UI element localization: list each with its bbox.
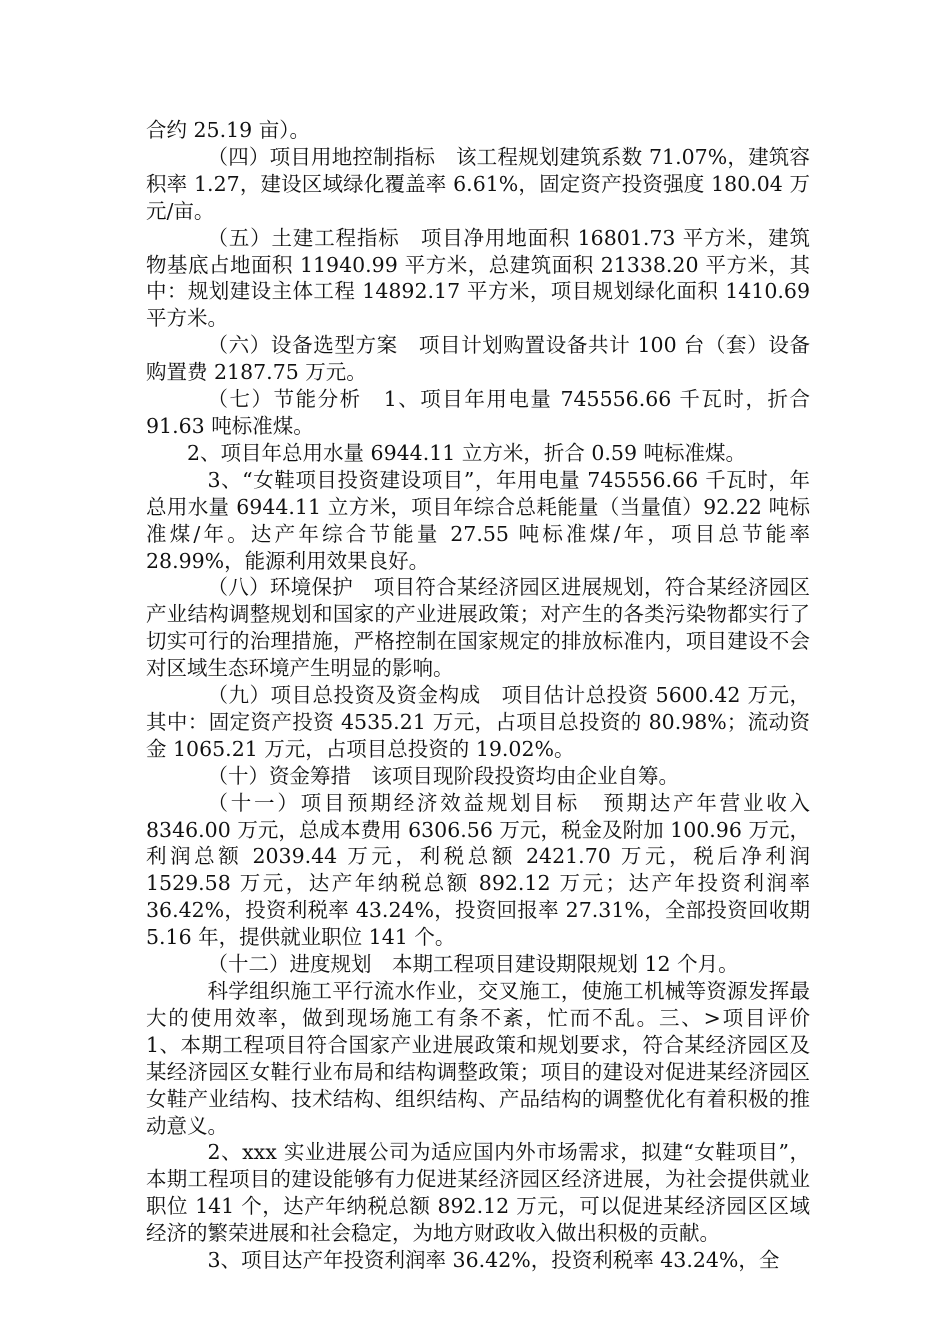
paragraph-7: 3、“女鞋项目投资建设项目”，年用电量 745556.66 千瓦时，年总用水量 6944.11 立方米，项目年综合总耗能量（当量值）92.22 吨标准煤/年。达产年综合节能量 27.55 吨标准煤/年，项目总节能率 28.99%，能源利用效果良好。 (146, 467, 810, 573)
paragraph-1: 合约 25.19 亩）。 (146, 118, 310, 142)
paragraph-14: 2、xxx 实业进展公司为适应国内外市场需求，拟建“女鞋项目”，本期工程项目的建设能够有力促进某经济园区经济进展，为社会提供就业职位 141 个，达产年纳税总额 892.12 万元，可以促进某经济园区区域经济的繁荣进展和社会稳定，为地方财政收入做出积极的贡献。 (146, 1140, 810, 1246)
paragraph-8: （八）环境保护 项目符合某经济园区进展规划，符合某经济园区产业结构调整规划和国家的产业进展政策；对产生的各类污染物都实行了切实可行的治理措施，严格控制在国家规定的排放标准内，项目建设不会对区域生态环境产生明显的影响。 (146, 575, 810, 681)
paragraph-11: （十一）项目预期经济效益规划目标 预期达产年营业收入 8346.00 万元，总成本费用 6306.56 万元，税金及附加 100.96 万元，利润总额 2039.44 万元，利税总额 2421.70 万元，税后净利润 1529.58 万元，达产年纳税总额 892.12 万元；达产年投资利润率 36.42%，投资利税率 43.24%，投资回报率 27.31%，全部投资回收期 5.16 年，提供就业职位 141 个。 (146, 790, 810, 950)
paragraph-9: （九）项目总投资及资金构成 项目估计总投资 5600.42 万元，其中：固定资产投资 4535.21 万元，占项目总投资的 80.98%；流动资金 1065.21 万元，占项目总投资的 19.02%。 (146, 683, 810, 761)
paragraph-2: （四）项目用地控制指标 该工程规划建筑系数 71.07%，建筑容积率 1.27，建设区域绿化覆盖率 6.61%，固定资产投资强度 180.04 万元/亩。 (146, 144, 810, 223)
paragraph-12: （十二）进度规划 本期工程项目建设期限规划 12 个月。 (207, 952, 739, 977)
paragraph-3: （五）土建工程指标 项目净用地面积 16801.73 平方米，建筑物基底占地面积 11940.99 平方米，总建筑面积 21338.20 平方米，其中：规划建设主体工程 14892.17 平方米，项目规划绿化面积 1410.69 平方米。 (146, 225, 810, 331)
paragraph-4: （六）设备选型方案 项目计划购置设备共计 100 台（套）设备购置费 2187.75 万元。 (146, 333, 810, 385)
document-page (146, 117, 831, 1274)
paragraph-13: 科学组织施工平行流水作业，交叉施工，使施工机械等资源发挥最大的使用效率，做到现场施工有条不紊，忙而不乱。三、>项目评价 1、本期工程项目符合国家产业进展政策和规划要求，符合某经济园区及某经济园区女鞋行业布局和结构调整政策；项目的建设对促进某经济园区女鞋产业结构、技术结构、组织结构、产品结构的调整优化有着积极的推动意义。 (146, 979, 831, 1138)
paragraph-15: 3、项目达产年投资利润率 36.42%，投资利税率 43.24%，全 (207, 1248, 780, 1273)
paragraph-5: （七）节能分析 1、项目年用电量 745556.66 千瓦时，折合 91.63 吨标准煤。 (146, 387, 810, 438)
paragraph-10: （十）资金筹措 该项目现阶段投资均由企业自筹。 (207, 763, 679, 788)
paragraph-6: 2、项目年总用水量 6944.11 立方米，折合 0.59 吨标准煤。 (187, 440, 747, 465)
